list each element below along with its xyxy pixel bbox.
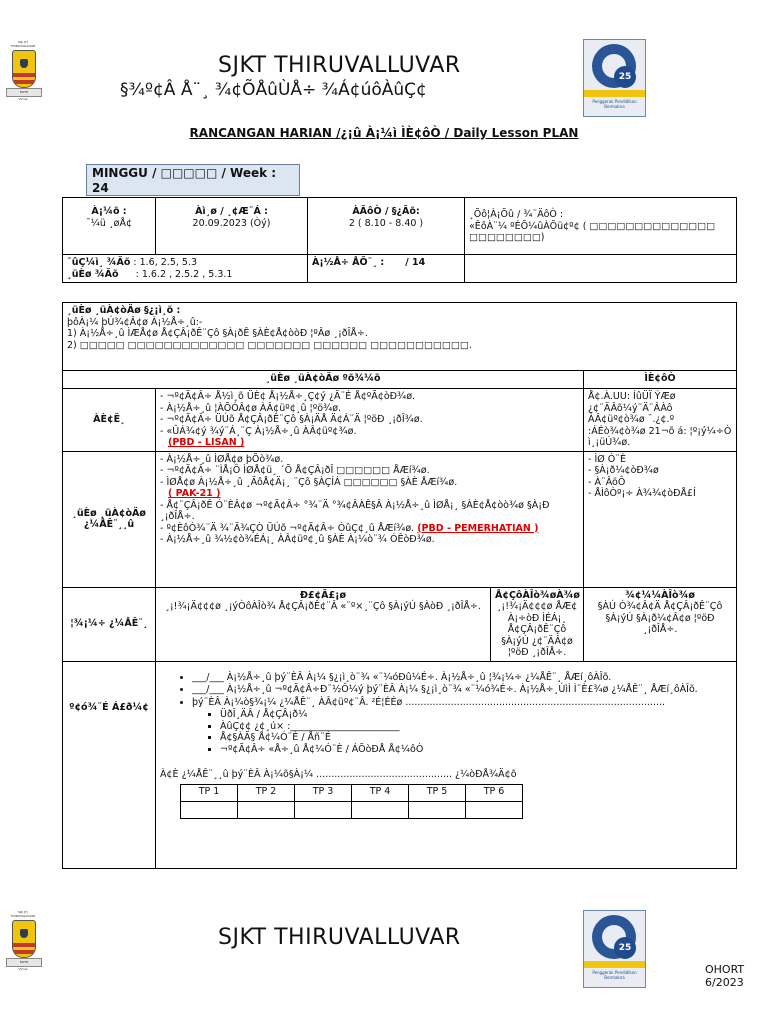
topic-cell — [465, 198, 737, 255]
standards-cell — [63, 255, 308, 283]
tp-level-header: TP 4 — [352, 784, 409, 801]
kssr-logo-number: 25 — [614, 66, 636, 88]
objective-item-1: 1) À¡½Å÷¸û ÌÆÅ¢ø Å¢ÇÂ¡ðÊ¨Çô §À¡ðÊ §ÀÈ¢Å¢òòÐ ¦ºÂø ¸¡ðÎÅ÷. — [67, 328, 368, 339]
attendance-cell — [308, 255, 465, 283]
tp-level-entry[interactable] — [295, 801, 352, 818]
intro-steps — [156, 389, 584, 452]
tp-level-header: TP 5 — [409, 784, 466, 801]
differentiation-col2-text: ¸¡!¾¡Ä¢¢¢ø ÅÆ¢ À¡÷òÐ ÌÉÁ¡¸ Å¢ÇÂ¡ðÊ¨Çô §À¡ýÚ ¿¢¨ÄÂ¢ø ¦ºöÐ ¸¡ðÎÅ÷. — [496, 601, 578, 658]
footer-school-logo — [6, 910, 40, 974]
intro-step: - ¬º¢Ã¢Â÷ ÜÚõ Å¢ÇÂ¡ðÊ¨Çô §À¡ÄÅ Ä¢Á¨Ä ¦ºöÐ ¸¡ðÎ¾ø. — [160, 414, 423, 425]
school-crest-icon — [12, 920, 36, 958]
topic-label: ¸Õô¦À¡Õû / ¾¨ÄôÒ : — [469, 209, 564, 220]
time-value: 2 ( 8.10 - 8.40 ) — [348, 217, 424, 229]
intro-label: ÀÈ¢Ë¸ — [63, 389, 156, 452]
footer-kssr-logo-number: 25 — [614, 937, 636, 959]
activity-header: ¸üÈø ¸üÀ¢òÄø ºõ¾¼õ — [63, 371, 584, 389]
tp-level-header: TP 3 — [295, 784, 352, 801]
tp-level-entry[interactable] — [466, 801, 523, 818]
date-cell — [156, 198, 308, 255]
time-label: ÀÃôÒ / §¿Ãõ: — [352, 206, 420, 217]
subject-label: À¡¼õ : — [91, 206, 127, 217]
school-logo-ribbon: FAITH — [6, 88, 42, 97]
footer-kssr-25-logo — [583, 910, 646, 988]
intro-step: - ¬º¢Ã¢Â÷ Å½ì¸õ ÜÈ¢ Å¡½Å÷¸Ç¢ý ¿Ä¨É Å¢ºÃ¢òÐ¾ø. — [160, 391, 416, 402]
development-note: - ÌØ Ó¨È — [588, 453, 626, 465]
time-cell — [308, 198, 465, 255]
development-label: ¸üÈø ¸üÀ¢òÄø ¿¼ÅÊ¨¸¸û — [63, 451, 156, 587]
postpone-reason: ▪ ÀûÇ¢¢ ¿¢¸ú× :_______________________ — [220, 721, 732, 733]
school-crest-icon — [12, 50, 36, 88]
school-logo-caption: SJK (T) THIRUVALLUVAR — [10, 40, 36, 48]
tp-level-table — [180, 784, 523, 819]
subject-cell — [63, 198, 156, 255]
content-standard-label: ¯ûÇ¼ì¸ ¾Ãõ — [67, 257, 131, 268]
development-steps — [156, 451, 584, 587]
kssr-25-logo — [583, 39, 646, 117]
date-label: Àì¸ø / ¸¢Æ¨Á : — [195, 206, 268, 217]
week-box: MINGGU / □□□□□ / Week : 24 — [86, 164, 300, 196]
differentiation-col3-text: §ÀÚ Ò¾¢Â¢Ä Å¢ÇÂ¡ðÊ¨Çô §À¡ýÚ §À¡ð¼¢Â¢ø ¦ºöÐ ¸¡ðÎÅ÷. — [597, 601, 723, 635]
intro-notes: Å¢.À.UU: ÍûÜÏ ÝÆø ¿¢¨ÄÂõ¼ý¨Ä¨ÂÀô ÀÂ¢üº¢ò¾ø ¯.¿¢.º :ÁÉò¾¢ò¾ø 21¬õ á: ¦º¡ý¼÷Ò ì¸¡üÚ¾ø. — [584, 389, 737, 452]
differentiation-col2-title: Å¢ÇôÀÎò¾øÀ¾ø — [495, 589, 580, 601]
postpone-reason: ▪ Å¢§ÀÃ§ Å¢¼Ó¨È / Åñ¨É — [220, 732, 732, 744]
postpone-reason: ▪ ÜðÎ¸ÄÂ / Å¢ÇÂ¡ð¼ — [220, 709, 732, 721]
tp-level-entry[interactable] — [238, 801, 295, 818]
footer-school-name: SJKT THIRUVALLUVAR — [218, 925, 461, 950]
differentiation-col1 — [156, 587, 491, 661]
differentiation-col1-title: Ð£¢Ã£¡ø — [299, 589, 346, 601]
differentiation-col1-text: ¸¡!¾¡Ä¢¢¢ø ¸¡ýÒôÀÎò¾ Å¢ÇÂ¡ðÊ¢¨Â «¨º×¸¨Çô §À¡ýÚ §ÀòÐ ¸¡ðÎÅ÷. — [165, 601, 481, 612]
differentiation-col2 — [491, 587, 584, 661]
footer-school-logo-ribbon: FAITH — [6, 958, 42, 967]
lesson-plan-table — [62, 302, 737, 869]
tp-level-header: TP 2 — [238, 784, 295, 801]
learning-standard-label: ¸üÈø ¾Ãõ — [67, 268, 119, 280]
reflection-bullet-achieved: • ___/___ À¡½Å÷¸û þý¨ÈÂ À¡¼ §¿¡ì¸ò¨¾ «¨¼óÐû¼É÷. À¡½Å÷¸û ¦¾¡¼÷ ¿¼ÅÊ¨¸ ÅÆí¸ôÀÎõ. — [192, 672, 732, 684]
footer-school-logo-motto: Virtue — [18, 967, 28, 971]
cohort-label: OHORT 6/2023 — [705, 963, 745, 989]
intro-step: - «ÛÁ¾¢ý ¾ý¨Á¸¨Ç À¡½Å÷¸û ÀÂ¢üº¢¾ø. — [160, 425, 357, 437]
differentiation-label: ¦¾¡¼÷ ¿¼ÅÊ¨¸ — [63, 587, 156, 661]
subject-value: ¯¼ü ¸øÅ¢ — [85, 217, 133, 229]
attendance-blank-cell — [465, 255, 737, 283]
attendance-label: À¡½Å÷ ÅÕ¨¸ : — [312, 257, 385, 268]
reflection-bullet-guided: • ___/___ À¡½Å÷¸û ¬º¢Ã¢Â÷Ð¨½Ô¼ý þý¨ÈÂ À¡¼ §¿¡ì¸ò¨¾ «¨¼ó¾É÷. À¡½Å÷¸ÙìÌ Ì¨È£¾ø ¿¼ÅÊ¨¸ ÅÆí¸ôÀÎõ. — [192, 684, 732, 696]
attendance-value: / 14 — [405, 257, 426, 268]
tp-level-entry[interactable] — [181, 801, 238, 818]
development-notes — [584, 451, 737, 587]
school-logo — [6, 40, 40, 104]
pak21-tag: ( PAK-21 ) — [168, 488, 221, 499]
notes-header: ÌÈ¢ôÒ — [584, 371, 737, 389]
pbd-lisan-tag: (PBD - LISAN ) — [168, 437, 245, 448]
school-name-title: SJKT THIRUVALLUVAR — [218, 53, 461, 78]
school-name-tamil: §¾º¢Â Å¨¸ ¾¢ÕÅûÙÅ÷ ¾Á¢úôÀûÇ¢ — [120, 80, 427, 100]
postpone-reason: ▪ ¬º¢Ã¢Â÷ «Å÷¸û Å¢¼Ó¨È / ÁÕòÐÅ Å¢¼ôÒ — [220, 744, 732, 756]
development-step: - ¬º¢Ã¢Â÷ ¨ÌÅ¡Ô ÌØÅ¢ü¸ ´Õ Å¢ÇÂ¡ðÎ □□□□□□ ÅÆí¾ø. — [160, 465, 430, 476]
reflection-cell — [156, 661, 737, 868]
development-step: - Å¢¨ÇÂ¡ðÊ Ó¨ÈÂ¢ø ¬º¢Ã¢Â÷ °¾¨Ä °¾¢ÂÀÊ§Â À¡½Å÷¸û ÌØÅ¡¸ §ÀÈ¢Å¢òò¾ø §À¡Ð ¸¡ðÎÅ÷. — [160, 499, 550, 522]
objective-item-2: 2) □□□□□ □□□□□□□□□□□□□ □□□□□□□ □□□□□□ □□□□□□□□□□□. — [67, 339, 472, 351]
lesson-info-table — [62, 197, 737, 283]
pbd-pemerhatian-tag: (PBD - PEMERHATIAN ) — [417, 522, 539, 534]
plan-title-text: RANCANGAN HARIAN /¿¡û À¡¼ì ÌÈ¢ôÒ / Daily Lesson PLAN — [189, 126, 579, 140]
development-note: - §À¡ð¼¢òÐ¾ø — [588, 465, 659, 476]
content-standard-value: : 1.6, 2.5, 5.3 — [133, 257, 198, 268]
date-value: 20.09.2023 (Òý) — [192, 217, 271, 229]
tp-level-entry[interactable] — [409, 801, 466, 818]
development-step: - À¡½Å÷¸û ÌØÅ¢ø þÕò¾ø. — [160, 453, 284, 465]
differentiation-col3 — [584, 587, 737, 661]
plan-title — [0, 126, 768, 140]
intro-step: - À¡½Å÷¸û ¦ÀÕÓÂ¢ø ÀÂ¢üº¢¸û ¦ºö¾ø. — [160, 402, 342, 414]
objectives-label: ¸üÈø ¸üÀ¢òÄø §¿¡ì¸õ : — [67, 305, 181, 316]
development-note: - ÅÌôÒº¡÷ À¾¾¢òÐÅ£Í — [588, 488, 696, 499]
reflection-bullet-postponed: • þý¨ÈÂ À¡¼ò§¾¡¼ ¿¼ÅÊ¨¸ ÀÂ¢üº¢¨Â. ²É¦ÉÉø ...................................................................................... — [192, 697, 732, 709]
learning-standard-value: : 1.6.2 , 2.5.2 , 5.3.1 — [135, 268, 233, 280]
reflection-label: º¢ó¾¨É Á£ð¼¢ — [63, 661, 156, 868]
differentiation-col3-title: ¾¢¼¼ÀÎò¾ø — [625, 589, 695, 601]
development-step: - À¡½Å÷¸û ¾½¢ò¾ÉÁ¡¸ ÀÂ¢üº¢¸û §ÀÈ À¡¼ò¨¾ ÓÊòÐ¾ø. — [160, 534, 435, 545]
topic-value: «ÊôÀ¨¼ ºÉÕ¼ûÀÕü¢º¢ ( □□□□□□□□□□□□□□ □□□□□□□□) — [469, 220, 716, 243]
development-note: - À¨ÂöÔ — [588, 476, 626, 488]
development-step: - ÌØÅ¢ø À¡½Å÷¸û ¸ÄôÅ¢Ä¡¸ ¨Çô §ÀÇÍÁ □□□□□□ §ÀÈ ÅÆí¾ø. — [160, 476, 458, 488]
objectives-cell — [63, 303, 737, 371]
footer-kssr-logo-caption: Penggerak Pendidikan Bermakna — [592, 970, 637, 980]
school-logo-motto: Virtue — [18, 97, 28, 101]
tp-level-entry[interactable] — [352, 801, 409, 818]
tp-level-header: TP 6 — [466, 784, 523, 801]
footer-school-logo-caption: SJK (T) THIRUVALLUVAR — [10, 910, 36, 918]
development-step: - º¢ÈôÒ¾¨Ä ¾¨Ä¾ÇÒ ÜÚõ ¬º¢Ã¢Â÷ ÒûÇ¢¸û ÅÆí¾ø. — [160, 522, 415, 534]
reflection-footer-line: À¢È ¿¼ÅÊ¨¸¸û þý¨ÈÂ À¡¼õ§À¡¼ ............................................. ¿¼òÐÅ¾Ä¢õ — [160, 769, 517, 780]
objectives-intro: þôÀ¡¼ þÚ¾¢Â¢ø À¡½Å÷¸û:- — [67, 316, 203, 328]
kssr-logo-caption: Penggerak Pendidikan Bermakna — [592, 99, 637, 109]
tp-level-header: TP 1 — [181, 784, 238, 801]
